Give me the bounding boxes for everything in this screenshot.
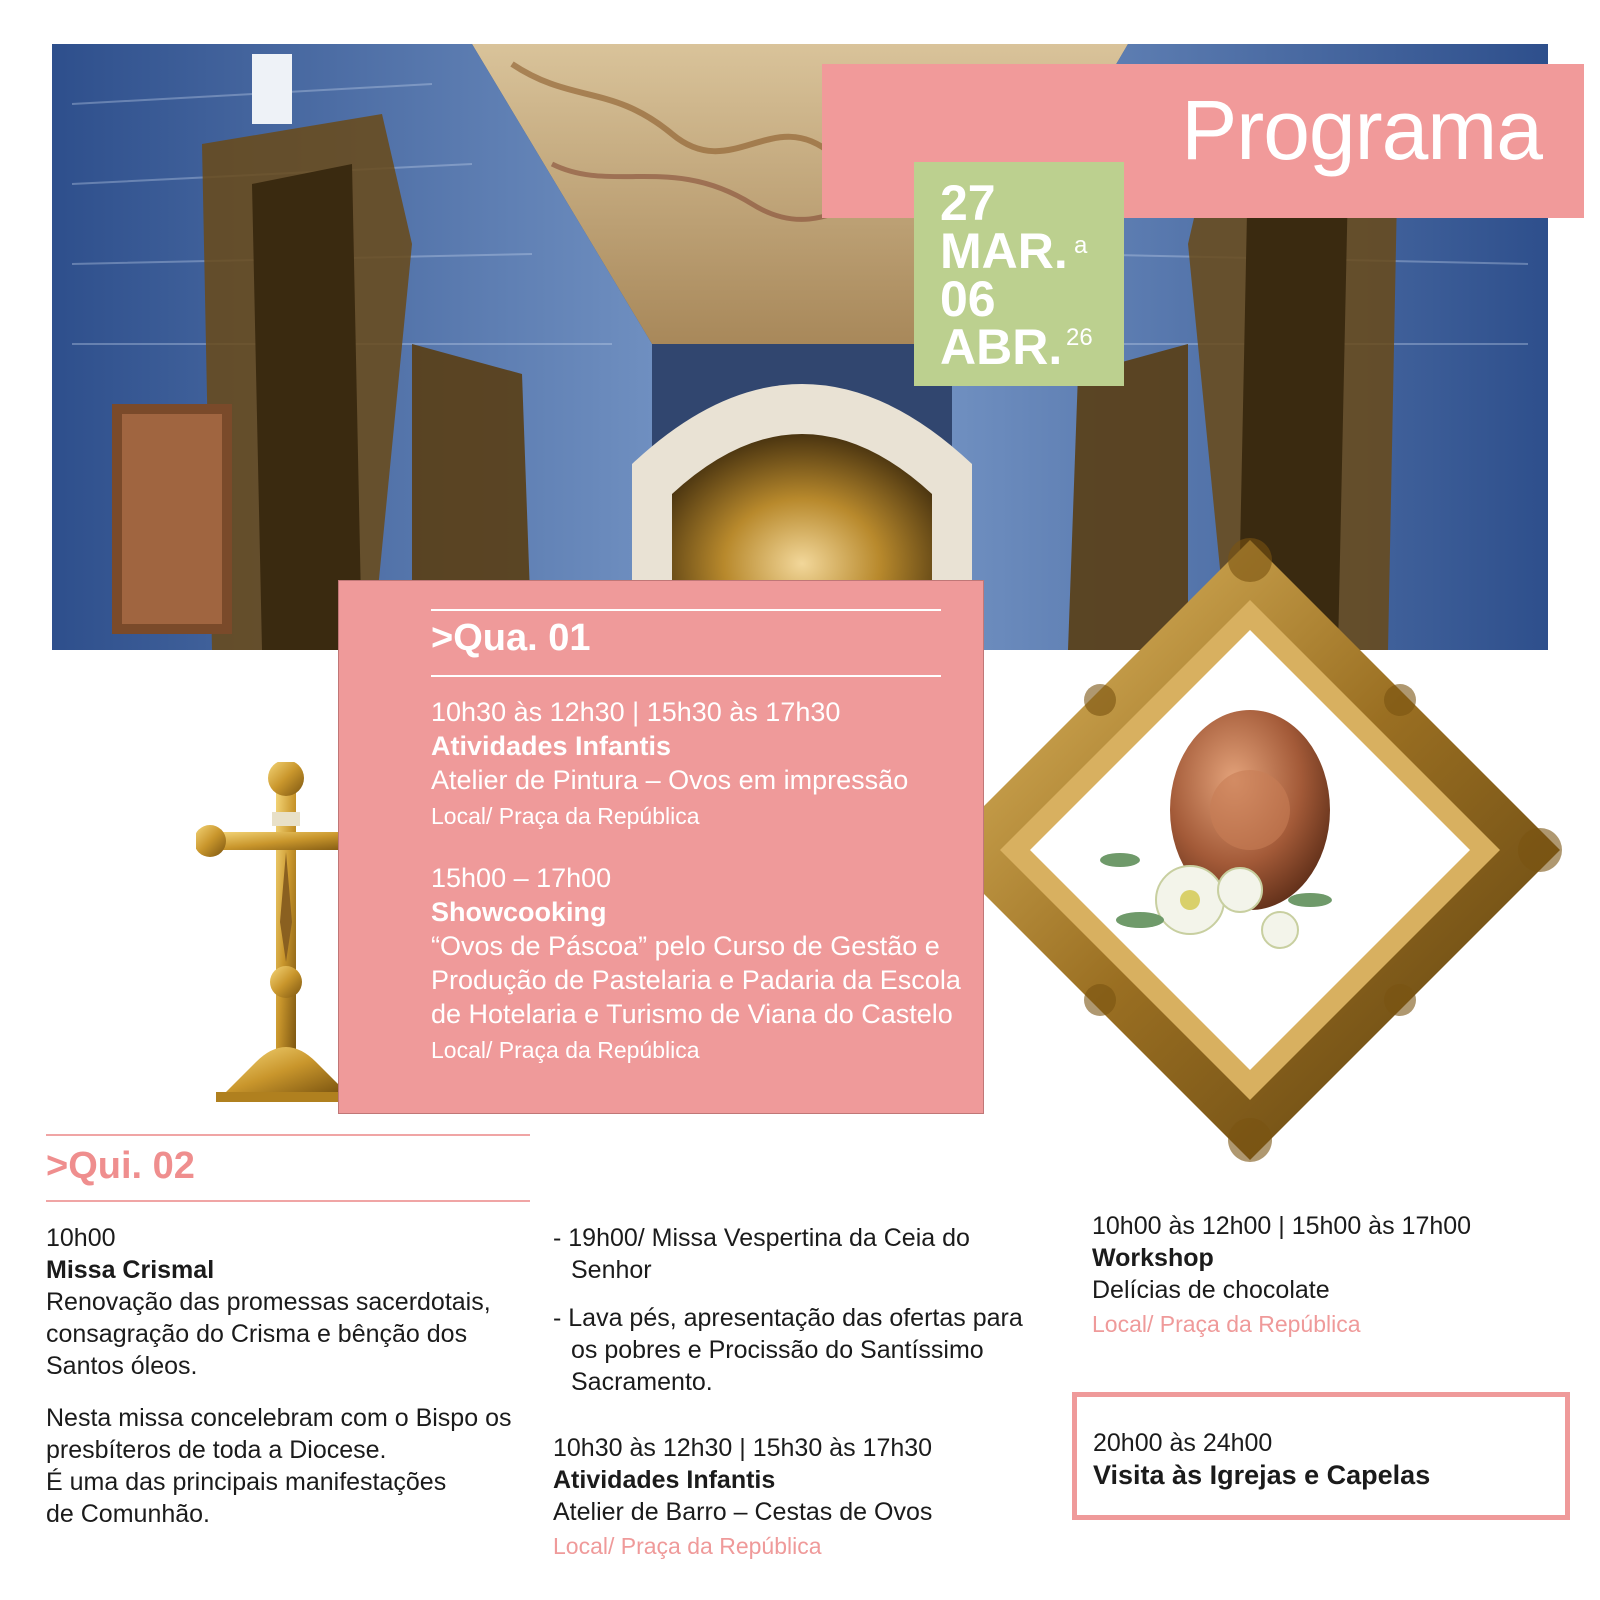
visit-highlight-box [1072, 1392, 1570, 1520]
event-time: 20h00 às 24h00 [1093, 1429, 1273, 1457]
qua-01-section [338, 580, 984, 1114]
date-end-month: ABR. [940, 319, 1063, 375]
event-title: Visita às Igrejas e Capelas [1093, 1460, 1431, 1490]
event-title: Missa Crismal [46, 1256, 215, 1284]
event-location: Local/ Praça da República [431, 1037, 700, 1063]
bullet-item: Sacramento. [571, 1368, 713, 1396]
event-note: É uma das principais manifestações [46, 1468, 447, 1496]
event-title: Atividades Infantis [431, 731, 672, 761]
event-note: de Comunhão. [46, 1500, 211, 1528]
event-location: Local/ Praça da República [1092, 1311, 1361, 1337]
divider [46, 1134, 530, 1136]
event-time: 10h00 às 12h00 | 15h00 às 17h00 [1092, 1212, 1472, 1240]
event-description: “Ovos de Páscoa” pelo Curso de Gestão e [431, 931, 940, 961]
event-location: Local/ Praça da República [553, 1533, 822, 1559]
date-start-month: MAR. [940, 223, 1068, 279]
event-time: 15h00 – 17h00 [431, 863, 612, 893]
event-description: Produção de Pastelaria e Padaria da Escola [431, 965, 961, 995]
date-range-badge [914, 162, 1124, 386]
date-end-day: 06 [940, 271, 996, 327]
event-title: Workshop [1092, 1244, 1214, 1272]
event-note: presbíteros de toda a Diocese. [46, 1436, 387, 1464]
event-title: Showcooking [431, 897, 607, 927]
bullet-item: - Lava pés, apresentação das ofertas para [553, 1304, 1023, 1332]
divider [431, 675, 941, 677]
event-description: Atelier de Barro – Cestas de Ovos [553, 1498, 933, 1526]
date-year: 26 [1066, 324, 1093, 351]
bullet-item: os pobres e Procissão do Santíssimo [571, 1336, 984, 1364]
divider [46, 1200, 530, 1202]
event-time: 10h30 às 12h30 | 15h30 às 17h30 [431, 697, 841, 727]
date-start-day: 27 [940, 175, 996, 231]
event-description: Renovação das promessas sacerdotais, [46, 1288, 491, 1316]
event-description: consagração do Crisma e bênção dos [46, 1320, 468, 1348]
bullet-item: Senhor [571, 1256, 652, 1284]
event-title: Atividades Infantis [553, 1466, 776, 1494]
ornate-gold-frame-image [920, 520, 1580, 1180]
event-description: Santos óleos. [46, 1352, 198, 1380]
event-description: Delícias de chocolate [1092, 1276, 1330, 1304]
event-description: Atelier de Pintura – Ovos em impressão [431, 765, 909, 795]
event-time: 10h00 [46, 1224, 116, 1252]
event-note: Nesta missa concelebram com o Bispo os [46, 1404, 512, 1432]
event-time: 10h30 às 12h30 | 15h30 às 17h30 [553, 1434, 933, 1462]
event-description: de Hotelaria e Turismo de Viana do Castelo [431, 999, 953, 1029]
day-heading-qui-02: >Qui. 02 [46, 1145, 195, 1187]
event-location: Local/ Praça da República [431, 803, 700, 829]
page-title: Programa [1181, 83, 1542, 177]
day-heading-qua-01: >Qua. 01 [431, 617, 591, 659]
divider [431, 609, 941, 611]
bullet-item: - 19h00/ Missa Vespertina da Ceia do [553, 1224, 970, 1252]
date-connector: a [1074, 232, 1088, 259]
